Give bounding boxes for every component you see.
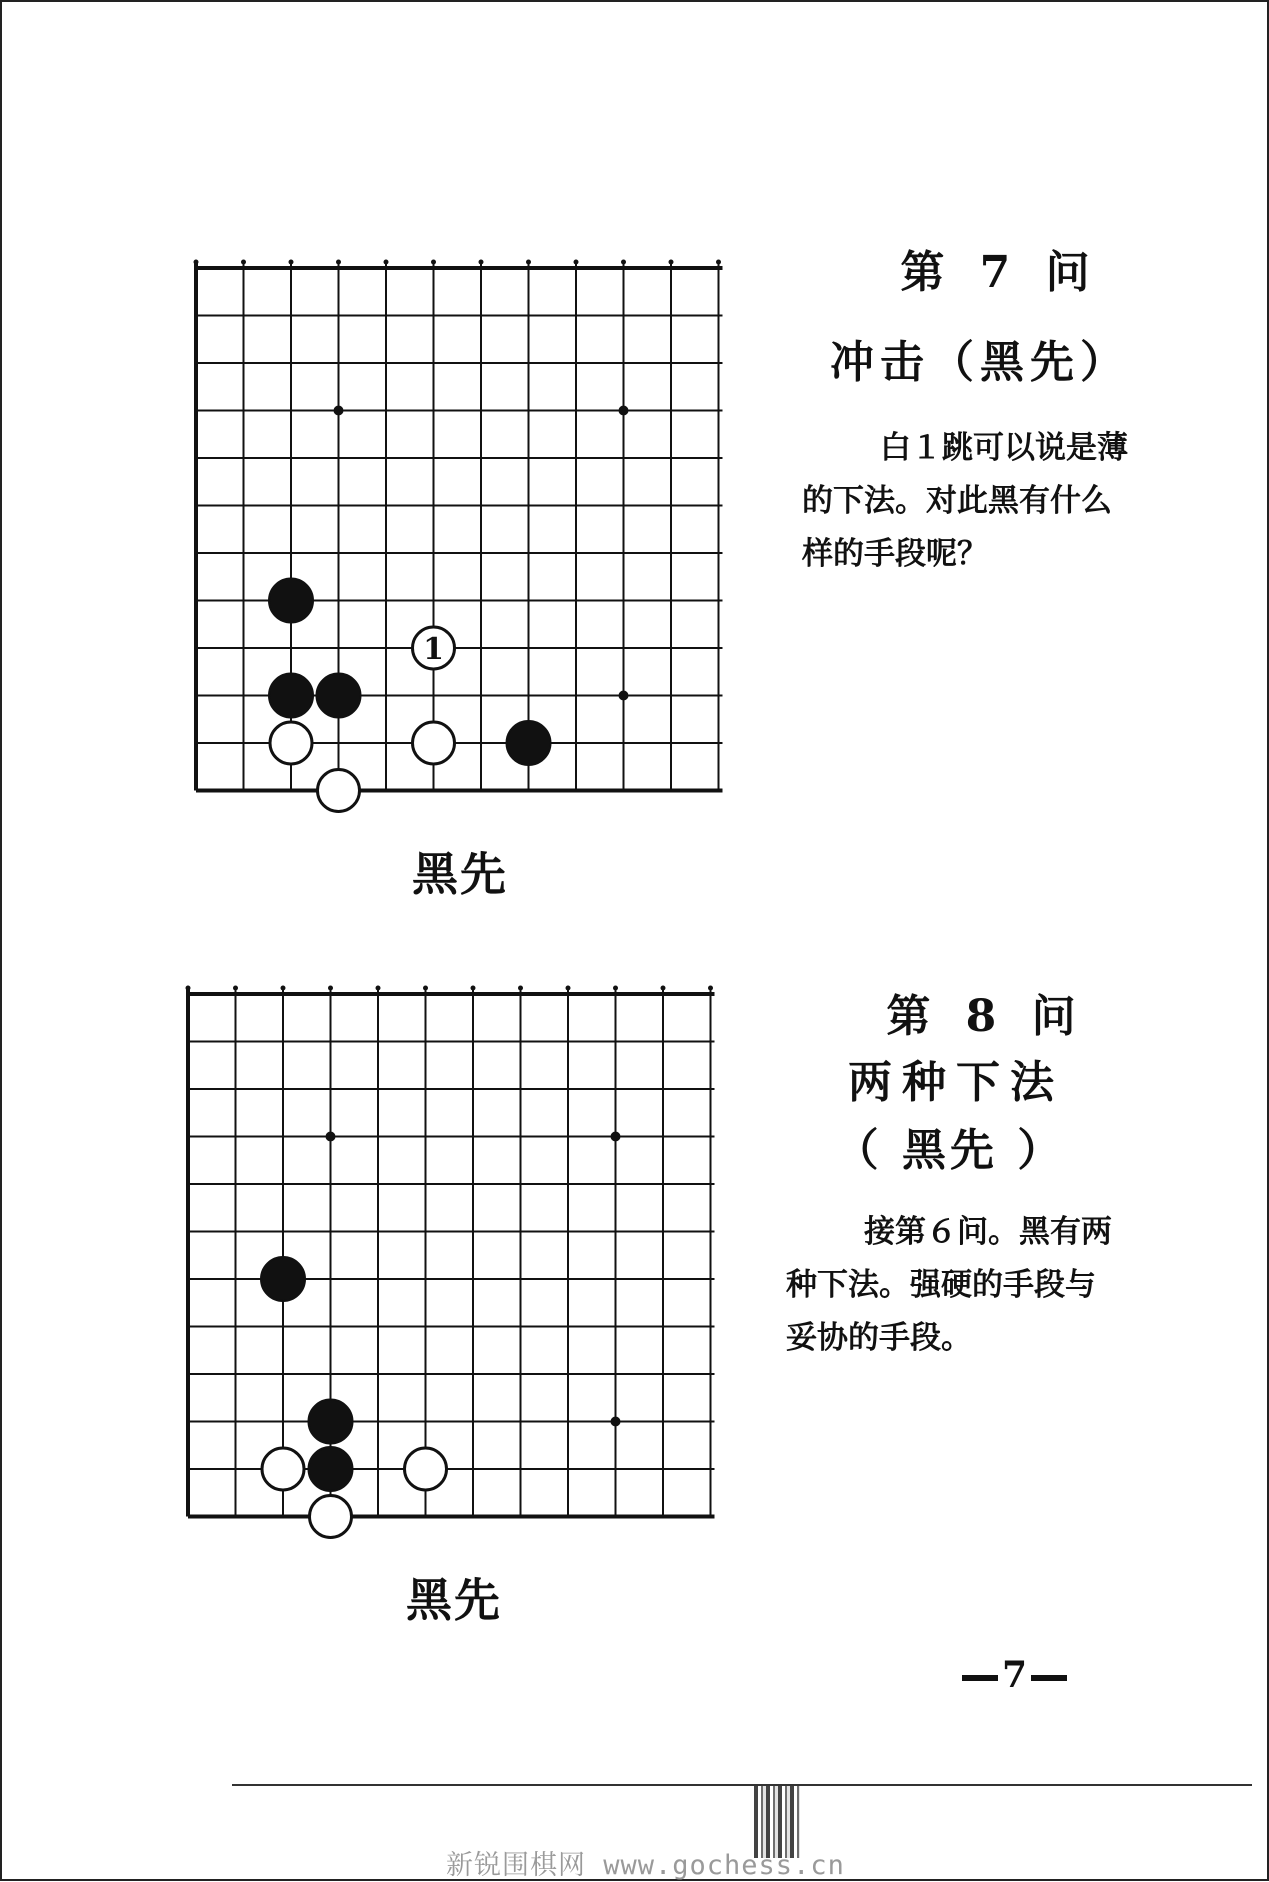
grid-line-tip [708,986,713,991]
grid-line-tip [574,260,579,265]
star-point [619,691,629,701]
grid-line-tip [376,986,381,991]
problem-description-8: 接第６问。黑有两种下法。强硬的手段与妥协的手段。 [786,1214,1112,1356]
grid-line-tip [566,986,571,991]
black-stone [261,1257,305,1301]
grid-line-tip [328,986,333,991]
star-point [619,406,629,416]
board-caption-problem-8: 黑先 [406,1573,502,1627]
white-stone [270,722,312,764]
grid-line-tip [716,260,721,265]
grid-line-tip [471,986,476,991]
grid-line-tip [281,986,286,991]
grid-line-tip [526,260,531,265]
white-stone [318,770,360,812]
grid-line-tip [186,986,191,991]
star-point [611,1417,621,1427]
star-point [334,406,344,416]
white-stone [405,1448,447,1490]
problem-description-7: 白１跳可以说是薄的下法。对此黑有什么样的手段呢？ [802,430,1128,572]
grid-line-tip [479,260,484,265]
black-stone [309,1400,353,1444]
problem-heading-7: 第 7 问 [900,247,1100,298]
star-point [611,1132,621,1142]
stone-label: 1 [423,632,444,667]
grid-line-tip [336,260,341,265]
star-point [326,1132,336,1142]
page-number-dash-left [962,1675,998,1681]
black-stone [269,674,313,718]
page-number-dash-right [1031,1675,1067,1681]
watermark-text: 新锐围棋网 www.gochess.cn [446,1850,845,1881]
go-board-problem-7 [186,258,746,818]
grid-line-tip [613,986,618,991]
white-stone [262,1448,304,1490]
black-stone [507,721,551,765]
board-svg [178,984,721,1527]
grid-line-tip [423,986,428,991]
board-caption-problem-7: 黑先 [412,847,508,901]
grid-line-tip [233,986,238,991]
go-board-problem-8 [178,984,738,1544]
grid-line-tip [289,260,294,265]
page-number [958,1654,1071,1696]
problem-title-8-line2: （ 黑先 ） [834,1125,1066,1176]
page-number-value: 7 [1002,1654,1028,1696]
white-stone [310,1496,352,1538]
footer-rule [232,1784,1252,1786]
grid-line-tip [194,260,199,265]
problem-title-8: 两种下法 [848,1057,1064,1108]
board-svg [186,258,729,801]
problem-title-7: 冲击（黑先） [830,337,1130,388]
grid-line-tip [621,260,626,265]
black-stone [309,1447,353,1491]
grid-line-tip [661,986,666,991]
grid-line-tip [669,260,674,265]
problem-heading-8: 第 8 问 [886,991,1086,1042]
grid-line-tip [518,986,523,991]
grid-line-tip [384,260,389,265]
grid-line-tip [431,260,436,265]
grid-line-tip [241,260,246,265]
black-stone [269,579,313,623]
black-stone [317,674,361,718]
white-stone [413,722,455,764]
